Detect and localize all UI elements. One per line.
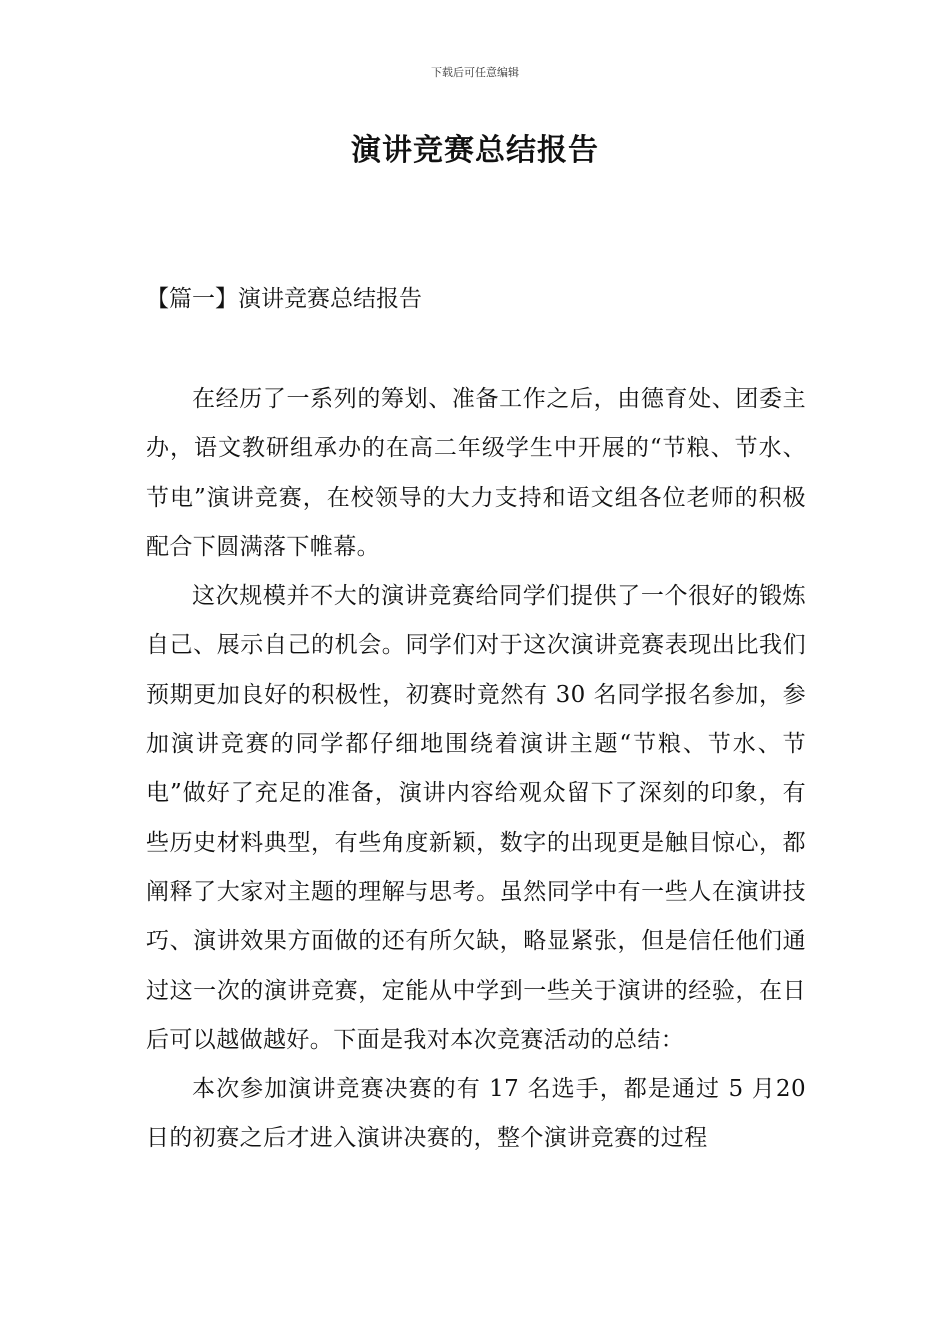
- section-heading: 【篇一】演讲竞赛总结报告: [146, 286, 422, 312]
- document-title: 演讲竞赛总结报告: [351, 133, 599, 168]
- paragraph-2: 这次规模并不大的演讲竞赛给同学们提供了一个很好的锻炼自己、展示自己的机会。同学们对于这次演讲竞赛表现出比我们预期更加良好的积极性，初赛时竟然有 30 名同学报名参加，参加演讲竞赛的同学都仔细地围绕着演讲主题“节粮、节水、节电”做好了充足的准备，演讲内容给观众留下了深刻的印象，有些历史材料典型，有些角度新颖，数字的出现更是触目惊心，都阐释了大家对主题的理解与思考。虽然同学中有一些人在演讲技巧、演讲效果方面做的还有所欠缺，略显紧张，但是信任他们通过这一次的演讲竞赛，定能从中学到一些关于演讲的经验，在日后可以越做越好。下面是我对本次竞赛活动的总结：: [146, 583, 806, 1053]
- header-note: 下载后可任意编辑: [431, 66, 519, 79]
- paragraph-1: 在经历了一系列的筹划、准备工作之后，由德育处、团委主办，语文教研组承办的在高二年级学生中开展的“节粮、节水、节电”演讲竞赛，在校领导的大力支持和语文组各位老师的积极配合下圆满落下帷幕。: [146, 386, 806, 560]
- document-body: [146, 375, 806, 1164]
- paragraph-3: 本次参加演讲竞赛决赛的有 17 名选手，都是通过 5 月20 日的初赛之后才进入演讲决赛的，整个演讲竞赛的过程: [146, 1076, 806, 1152]
